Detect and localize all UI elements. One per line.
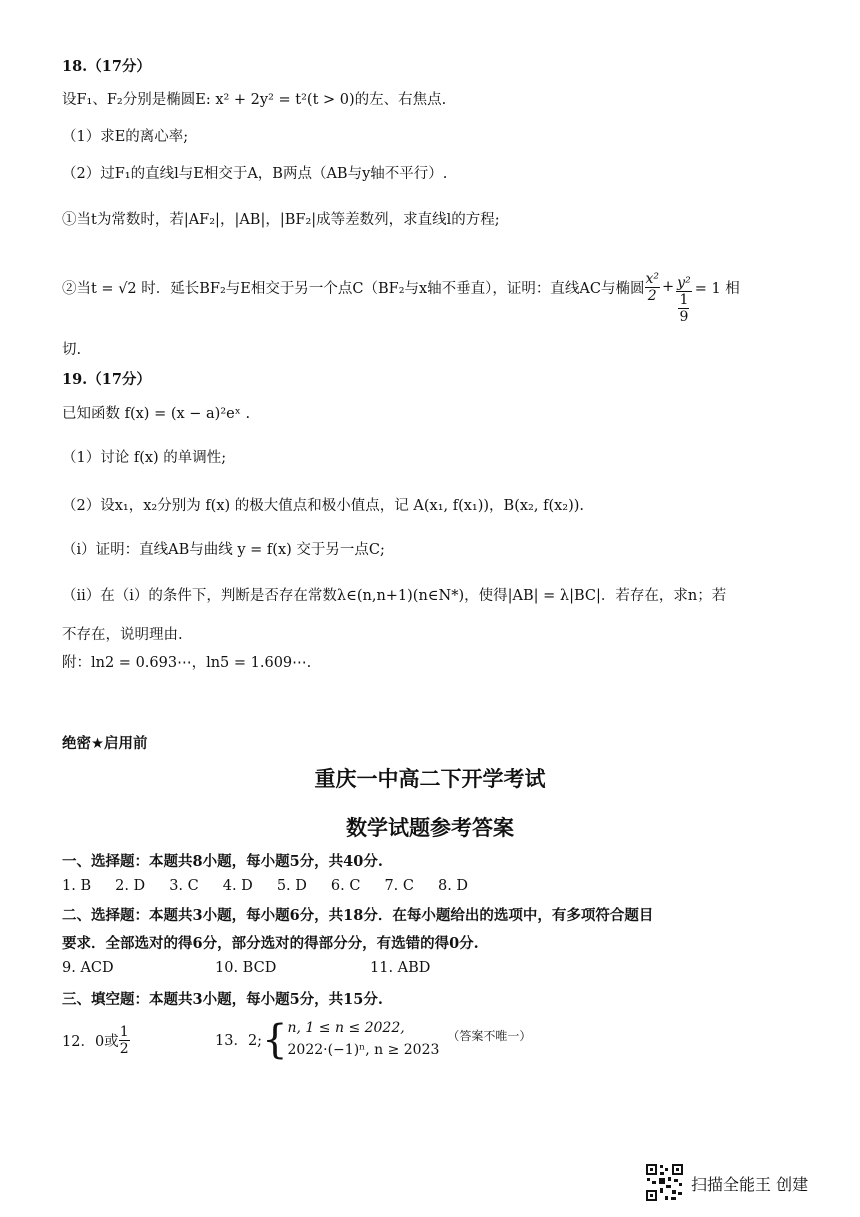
frac-inner-den: 9 [679, 309, 689, 326]
q18-part1: （1）求E的离心率; [62, 129, 189, 145]
mc-answer: 5. D [276, 878, 307, 894]
answer-12-frac [119, 1024, 130, 1057]
answer-13-note: （答案不唯一） [447, 1029, 532, 1044]
answer-13-case2: 2022·(−1)ⁿ, n ≥ 2023 [287, 1041, 440, 1058]
mm-answer: 10. BCD [215, 960, 277, 976]
answer-13-case1: n, 1 ≤ n ≤ 2022, [287, 1020, 405, 1036]
mc-answer: 8. D [437, 878, 469, 894]
mc-answer: 6. C [330, 878, 361, 894]
frac-y-num: y² [677, 275, 691, 291]
q19-sub-ii-cont: 不存在，说明理由. [62, 627, 183, 643]
plus-sign: + [662, 279, 675, 296]
mc-answer: 2. D [115, 878, 146, 894]
q18-sub2 [62, 262, 740, 326]
ellipse-frac-y [676, 275, 692, 325]
q19-sub-ii: （ⅱ）在（i）的条件下，判断是否存在常数λ∈(n,n+1)(n∈N*)，使得|AB| = λ|BC|．若存在，求n；若 [62, 588, 727, 604]
q19-part2: （2）设x₁，x₂分别为 f(x) 的极大值点和极小值点，记 A(x₁, f(x₁))，B(x₂, f(x₂)). [62, 498, 585, 514]
answer-12-den: 2 [119, 1041, 129, 1058]
q18-sub2-tail: = 1 相 [694, 280, 740, 297]
q18-part2: （2）过F₁的直线l与E相交于A，B两点（AB与y轴不平行）. [62, 166, 448, 182]
answer-13-prefix: 13．2; [215, 1033, 263, 1050]
mc-answer: 1. B [62, 878, 92, 894]
q19-part1: （1）讨论 f(x) 的单调性; [62, 450, 227, 466]
q19-sub-i: （ⅰ）证明：直线AB与曲线 y = f(x) 交于另一点C; [62, 542, 385, 558]
scanner-brand: 扫描全能王 创建 [691, 1175, 809, 1194]
q19-note: 附：ln2 = 0.693⋯，ln5 = 1.609⋯. [62, 655, 312, 671]
mm-answer: 11. ABD [370, 960, 431, 976]
q18-sub2-text: ②当t = √2 时．延长BF₂与E相交于另一个点C（BF₂与x轴不垂直），证明：直线AC与椭圆 [62, 280, 645, 297]
mc-answer: 4. D [222, 878, 253, 894]
section3-heading: 三、填空题：本题共3小题，每小题5分，共15分. [62, 991, 383, 1008]
qr-code-icon [645, 1163, 684, 1202]
ellipse-frac-x [645, 271, 661, 304]
answer-12 [62, 1024, 130, 1057]
frac-y-den [676, 292, 692, 325]
answer-title: 重庆一中高二下开学考试 [314, 766, 546, 791]
mc-answer: 3. C [169, 878, 199, 894]
section1-heading: 一、选择题：本题共8小题，每小题5分，共40分. [62, 853, 383, 870]
q18-sub1: ①当t为常数时，若|AF₂|，|AB|，|BF₂|成等差数列，求直线l的方程; [62, 212, 500, 228]
q18-sub2-end: 切. [62, 342, 82, 358]
answer-12-prefix: 12．0或 [62, 1034, 119, 1051]
answer-13-cases [288, 1018, 440, 1061]
frac-x-num: x² [645, 270, 660, 287]
mc-answers [62, 878, 468, 894]
answer-subtitle: 数学试题参考答案 [346, 815, 514, 840]
section2-line2: 要求．全部选对的得6分，部分选对的得部分分，有选错的得0分. [62, 935, 479, 952]
mc-answer: 7. C [384, 878, 414, 894]
answer-12-num: 1 [119, 1024, 129, 1040]
q18-stem: 设F₁、F₂分别是椭圆E: x² + 2y² = t²(t > 0)的左、右焦点. [62, 92, 447, 108]
left-brace-icon: { [262, 1016, 288, 1063]
q18-heading: 18.（17分） [62, 58, 151, 75]
answer-13 [215, 1018, 531, 1061]
secret-label: 绝密★启用前 [62, 736, 148, 752]
frac-x-den: 2 [647, 287, 657, 304]
section2-line1: 二、选择题：本题共3小题，每小题6分，共18分．在每小题给出的选项中，有多项符合题目 [62, 907, 654, 924]
mm-answer: 9. ACD [62, 960, 114, 976]
q19-heading: 19.（17分） [62, 371, 151, 388]
q19-stem: 已知函数 f(x) = (x − a)²eˣ . [62, 406, 251, 422]
frac-inner-num: 1 [679, 292, 689, 309]
